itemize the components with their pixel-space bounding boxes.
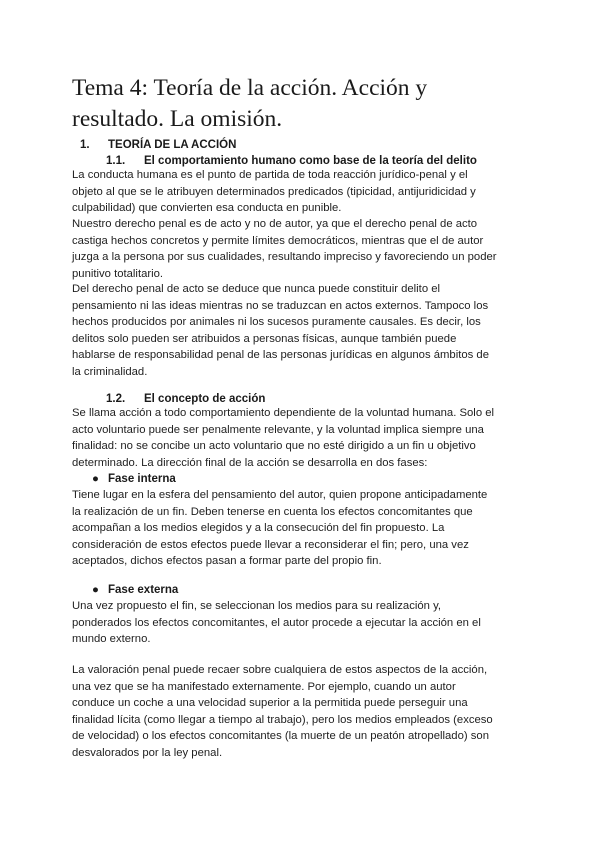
text-line: la realización de un fin. Deben tenerse en cuenta los efectos concomitantes que — [72, 505, 473, 518]
text-line: finalidad lícita (como llegar a tiempo al trabajo), pero los medios empleados (exceso — [72, 713, 493, 726]
text-line: conduce un coche a una velocidad superior a la permitida puede perseguir una — [72, 697, 468, 709]
paragraph-fase-interna — [72, 487, 530, 570]
text-line: ponderados los efectos concomitantes, el autor procede a ejecutar la acción en el — [72, 616, 481, 629]
bullet-fase-interna — [92, 471, 176, 487]
text-line: hechos producidos por animales ni los sucesos puramente causales. Es decir, los — [72, 316, 481, 328]
text-line: determinado. La dirección final de la acción se desarrolla en dos fases: — [72, 456, 428, 469]
text-line: juzga a la persona por sus cualidades, resultando impreciso y favoreciendo un poder — [72, 251, 497, 263]
text-line: La valoración penal puede recaer sobre cualquiera de estos aspectos de la acción, — [72, 664, 488, 676]
subsection-1-2-number: 1.2. — [106, 393, 126, 405]
section-1-heading — [80, 137, 236, 153]
text-line: desvalorados por la ley penal. — [72, 746, 223, 759]
text-line: La conducta humana es el punto de partida de toda reacción jurídico-penal y el — [72, 169, 468, 181]
title-line-2: resultado. La omisión. — [72, 106, 283, 132]
text-line: finalidad: no se concibe un acto voluntario que no esté dirigido a un fin u objetivo — [72, 440, 476, 452]
text-line: acompañan a los medios elegidos y a la consecución del fin propuesto. La — [72, 522, 445, 534]
document-title — [72, 73, 542, 135]
subsection-1-1-number: 1.1. — [106, 155, 126, 167]
paragraph-fase-externa — [72, 598, 530, 648]
bullet-icon: ● — [92, 584, 99, 596]
text-line: punitivo totalitario. — [72, 267, 164, 280]
text-line: pensamiento ni las ideas mientras no se traduzcan en actos externos. Tampoco los — [72, 299, 489, 312]
bullet-fase-interna-label: Fase interna — [108, 473, 176, 485]
text-line: de velocidad) o los efectos concomitantes (la muerte de un peatón atropellado) son — [72, 730, 489, 742]
subsection-1-2-title: El concepto de acción — [144, 393, 266, 405]
bullet-icon: ● — [92, 473, 99, 485]
paragraph-conducta-humana — [72, 167, 530, 217]
text-line: la criminalidad. — [72, 365, 148, 378]
paragraph-valoracion-penal — [72, 662, 530, 761]
text-line: consideración de estos efectos puede llevar a reconsiderar el fin; pero, una vez — [72, 538, 469, 551]
bullet-fase-externa — [92, 582, 178, 598]
text-line: Se llama acción a todo comportamiento dependiente de la voluntad humana. Solo el — [72, 407, 495, 419]
text-line: acto voluntario puede ser penalmente relevante, y la voluntad implica siempre una — [72, 423, 484, 436]
text-line: objeto al que se le atribuyen determinados predicados (tipicidad, antijuridicidad y — [72, 185, 476, 198]
paragraph-concepto-accion — [72, 405, 530, 471]
text-line: Una vez propuesto el fin, se seleccionan los medios para su realización y, — [72, 600, 442, 612]
text-line: aceptados, dichos efectos pasan a formar parte del propio fin. — [72, 555, 382, 567]
text-line: una vez que se ha manifestado externamente. Por ejemplo, cuando un autor — [72, 680, 456, 693]
section-1-title: TEORÍA DE LA ACCIÓN — [108, 139, 237, 151]
text-line: hablarse de responsabilidad penal de las personas jurídicas en algunos ámbitos de — [72, 349, 490, 361]
text-line: Del derecho penal de acto se deduce que nunca puede constituir delito el — [72, 283, 441, 295]
text-line: Nuestro derecho penal es de acto y no de autor, ya que el derecho penal de acto — [72, 218, 478, 230]
text-line: culpabilidad) que convierten esa conducta en punible. — [72, 202, 342, 214]
paragraph-pensamiento — [72, 281, 530, 380]
text-line: delitos solo pueden ser atribuidos a personas físicas, aunque también puede — [72, 332, 457, 345]
text-line: Tiene lugar en la esfera del pensamiento del autor, quien propone anticipadamente — [72, 489, 488, 501]
text-line: castiga hechos concretos y permite límites democráticos, mientras que el de autor — [72, 234, 484, 247]
paragraph-derecho-penal-de-acto — [72, 216, 530, 282]
section-1-number: 1. — [80, 139, 90, 151]
bullet-fase-externa-label: Fase externa — [108, 584, 179, 596]
title-line-1: Tema 4: Teoría de la acción. Acción y — [72, 75, 428, 101]
text-line: mundo externo. — [72, 633, 151, 645]
subsection-1-1-title: El comportamiento humano como base de la teoría del delito — [144, 155, 477, 167]
